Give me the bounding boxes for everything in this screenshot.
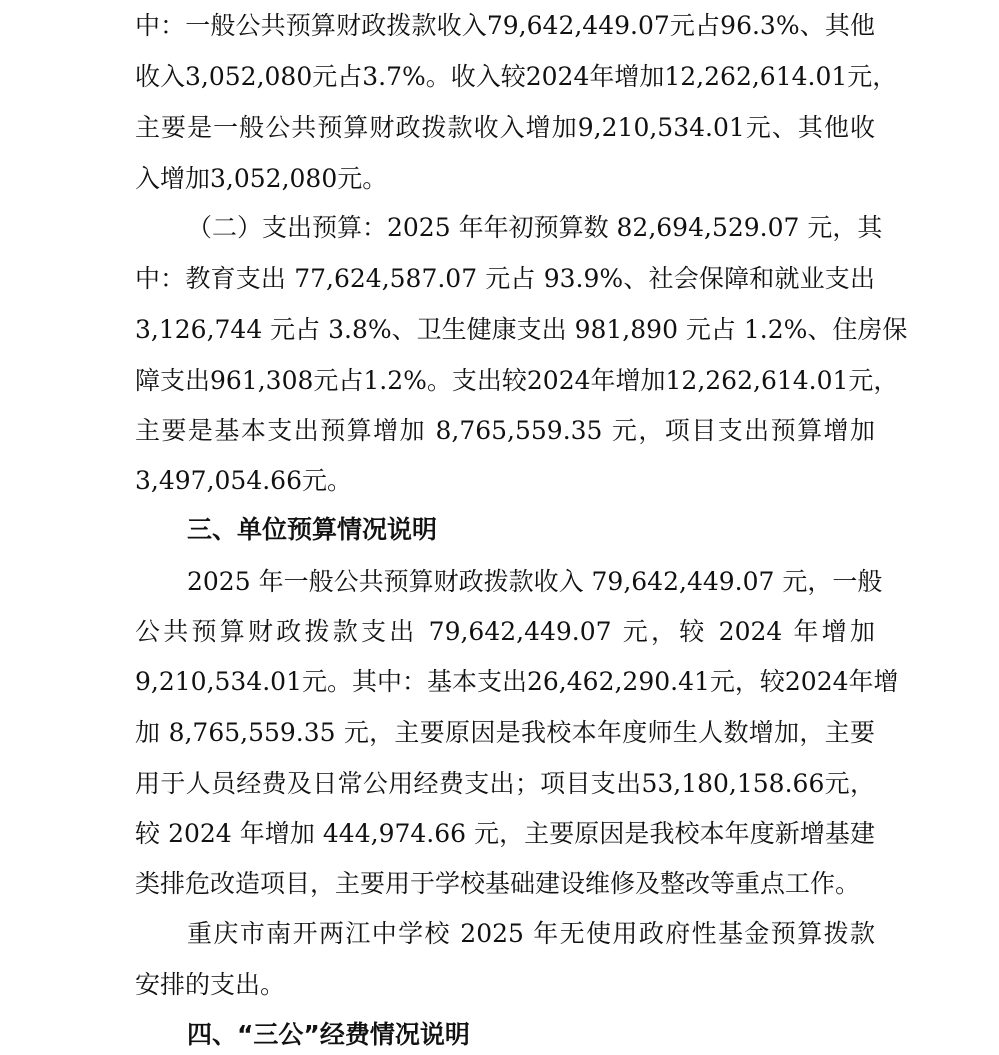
expenditure-line-1: （二）支出预算：2025 年年初预算数 82,694,529.07 元，其 (187, 213, 883, 242)
section3-line-6: 较 2024 年增加 444,974.66 元，主要原因是我校本年度新增基建 (135, 819, 875, 848)
section3-line-3: 9,210,534.01元。其中：基本支出26,462,290.41元，较2024年增 (135, 667, 899, 696)
expenditure-line-4: 障支出961,308元占1.2%。支出较2024年增加12,262,614.01元， (135, 366, 899, 395)
income-line-1: 中：一般公共预算财政拨款收入79,642,449.07元占96.3%、其他 (135, 11, 875, 40)
section3-line-1: 2025 年一般公共预算财政拨款收入 79,642,449.07 元，一般 (187, 567, 883, 596)
expenditure-line-5: 主要是基本支出预算增加 8,765,559.35 元，项目支出预算增加 (135, 416, 875, 445)
income-line-4: 入增加3,052,080元。 (135, 164, 388, 193)
expenditure-line-3: 3,126,744 元占 3.8%、卫生健康支出 981,890 元占 1.2%、住房保 (135, 315, 908, 344)
section3-line-5: 用于人员经费及日常公用经费支出；项目支出53,180,158.66元， (135, 769, 875, 798)
section3-line-4: 加 8,765,559.35 元，主要原因是我校本年度师生人数增加，主要 (135, 718, 875, 747)
section-3-heading: 三、单位预算情况说明 (187, 515, 438, 544)
section-4-heading: 四、“三公”经费情况说明 (187, 1020, 470, 1049)
fund-note-line-2: 安排的支出。 (135, 970, 286, 999)
expenditure-line-2: 中：教育支出 77,624,587.07 元占 93.9%、社会保障和就业支出 (135, 264, 875, 293)
section3-line-7: 类排危改造项目，主要用于学校基础建设维修及整改等重点工作。 (135, 869, 861, 898)
fund-note-line-1: 重庆市南开两江中学校 2025 年无使用政府性基金预算拨款 (187, 919, 875, 948)
income-line-3: 主要是一般公共预算财政拨款收入增加9,210,534.01元、其他收 (135, 113, 875, 142)
expenditure-line-6: 3,497,054.66元。 (135, 466, 352, 495)
section3-line-2: 公共预算财政拨款支出 79,642,449.07 元，较 2024 年增加 (135, 617, 875, 646)
income-line-2: 收入3,052,080元占3.7%。收入较2024年增加12,262,614.01元， (135, 62, 898, 91)
